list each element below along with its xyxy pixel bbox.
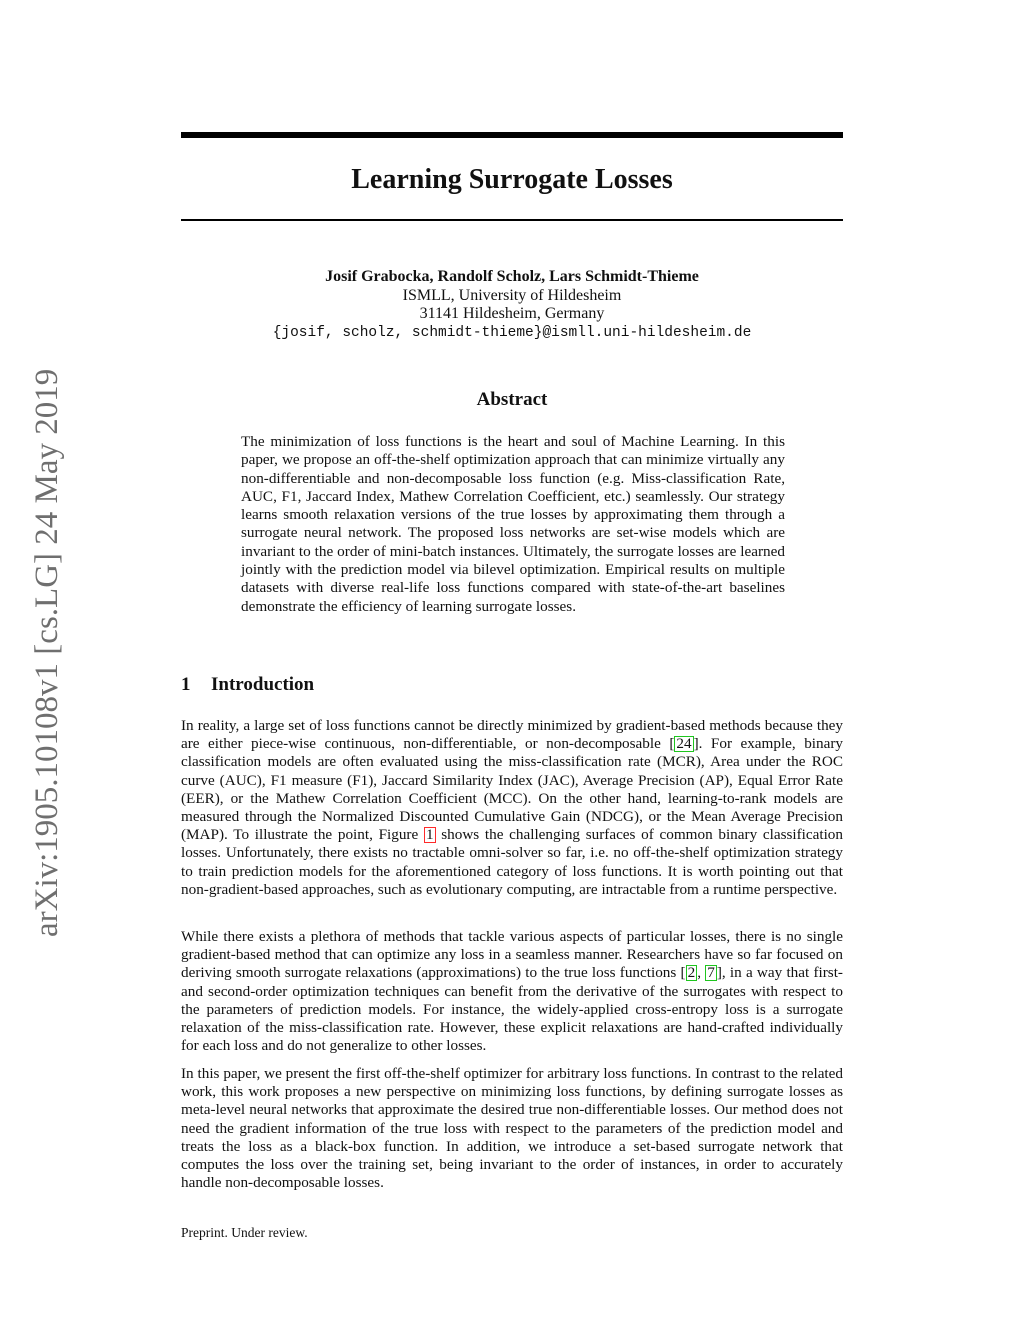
preprint-footer: Preprint. Under review.	[181, 1225, 308, 1240]
intro-paragraph-1	[181, 717, 843, 899]
section-heading-introduction	[181, 673, 314, 697]
arxiv-identifier[interactable]: arXiv:1905.10108v1 [cs.LG] 24 May 2019	[29, 368, 65, 937]
paragraph-text: While there exists a plethora of methods that tackle various aspects of particular losses, there is no single gradient-based method that can optimize any loss in a seamless manner. Researchers have so far focused on deriving smooth surrogate relaxations (approximations) to the true loss functions [	[181, 928, 843, 982]
author-names: Josif Grabocka, Randolf Scholz, Lars Schmidt-Thieme	[325, 268, 699, 285]
paragraph-text: ]. For example, binary classification models are often evaluated using the miss-classification rate (MCR), Area under the ROC curve (AUC), F1 measure (F1), Jaccard Similarity Index (JAC), Average Precision (AP), Equal Error Rate (EER), or the Mathew Correlation Coefficient (MCC). On the other hand, learning-to-rank models are measured through the Normalized Discounted Cumulative Gain (NDCG), or the Mean Average Precision (MAP). To illustrate the point, Figure	[181, 735, 843, 844]
section-number: 1	[181, 674, 191, 695]
affiliation: ISMLL, University of Hildesheim	[402, 286, 622, 304]
title-top-rule	[181, 132, 843, 138]
paragraph-text: shows the challenging surfaces of common binary classification losses. Unfortunately, there exists no tractable omni-solver so far, i.e. no off-the-shelf optimization strategy to train prediction models for the aforementioned category of loss functions. It is worth pointing out that non-gradient-based approaches, such as evolutionary computing, are intractable from a runtime perspective.	[181, 826, 843, 898]
citation-link[interactable]: 2	[687, 964, 696, 982]
citation-link[interactable]: 24	[676, 735, 692, 753]
intro-paragraph-2	[181, 928, 843, 1055]
intro-paragraph-3: In this paper, we present the first off-the-shelf optimizer for arbitrary loss functions. In contrast to the related work, this work proposes a new perspective on minimizing loss functions, by defining surrogate losses as meta-level neural networks that approximate the desired true non-differentiable losses. Our method does not need the gradient information of the true loss with respect to the parameters of the prediction model and treats the loss as a black-box function. In addition, we introduce a set-based surrogate network that computes the loss over the training set, being invariant to the order of instances, in order to accurately handle non-decomposable losses.	[181, 1065, 843, 1192]
title-bottom-rule	[181, 219, 843, 221]
paragraph-text: In reality, a large set of loss functions cannot be directly minimized by gradient-based methods because they are either piece-wise continuous, non-differentiable, or non-decomposable [	[181, 717, 843, 753]
citation-separator: ,	[697, 964, 706, 982]
paper-title: Learning Surrogate Losses	[351, 164, 673, 195]
section-title: Introduction	[211, 674, 315, 695]
figure-reference-link[interactable]: 1	[425, 826, 434, 844]
author-block	[181, 268, 843, 342]
citation-link[interactable]: 7	[707, 964, 715, 982]
author-email[interactable]: {josif, scholz, schmidt-thieme}@ismll.uni-hildesheim.de	[272, 324, 752, 341]
abstract-heading: Abstract	[476, 389, 548, 410]
abstract-text: The minimization of loss functions is the heart and soul of Machine Learning. In this paper, we propose an off-the-shelf optimization approach that can minimize virtually any non-differentiable and non-decomposable loss function (e.g. Miss-classification Rate, AUC, F1, Jaccard Index, Mathew Correlation Coefficient, etc.) seamlessly. Our strategy learns smooth relaxation versions of the true losses by approximating them through a surrogate neural network. The proposed loss networks are set-wise models which are invariant to the order of mini-batch instances. Ultimately, the surrogate losses are learned jointly with the prediction model via bilevel optimization. Empirical results on multiple datasets with diverse real-life loss functions compared with state-of-the-art baselines demonstrate the efficiency of learning surrogate losses.	[241, 433, 785, 615]
paragraph-text: ], in a way that first- and second-order optimization techniques can benefit from the derivative of the surrogates with respect to the parameters of prediction models. For instance, the widely-applied cross-entropy loss is a surrogate relaxation of the miss-classification rate. However, these explicit relaxations are hand-crafted individually for each loss and do not generalize to other losses.	[181, 964, 843, 1055]
address: 31141 Hildesheim, Germany	[419, 305, 605, 322]
